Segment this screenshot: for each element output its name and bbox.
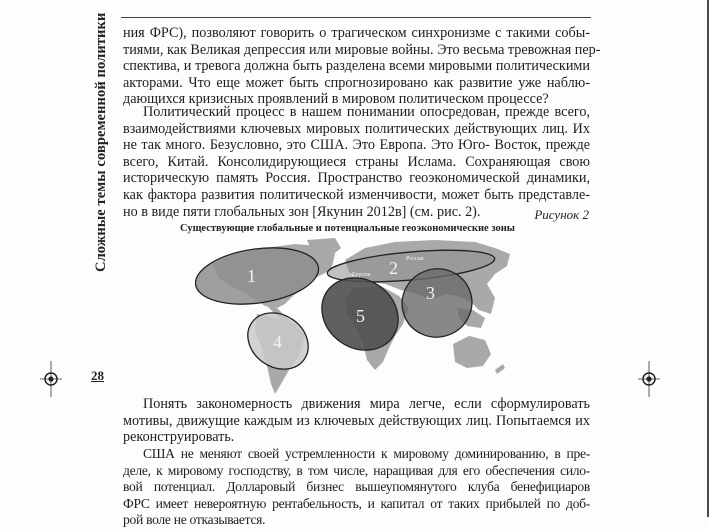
text-line: тиями, как Великая депрессия или мировые войны. Это весьма тревожная пер-	[123, 41, 601, 58]
paragraph-motives	[123, 396, 590, 446]
zone-number: 3	[426, 283, 435, 303]
running-head: Сложные темы современной политики	[93, 12, 109, 272]
new-zealand-shape	[495, 364, 505, 374]
text-line: США не меняют своей устремленности к мировому доминированию, в пре-	[143, 446, 590, 461]
header-rule	[121, 17, 591, 18]
figure-title: Существующие глобальные и потенциальные геоэкономические зоны	[180, 223, 515, 234]
world-map-figure	[195, 236, 525, 396]
page-number: 28	[91, 368, 104, 383]
text-line: ФРС имеет невероятную рентабельность, и капитал от таких прибылей по доб-	[123, 495, 590, 511]
text-line: Понять закономерность движения мира легче, если сформулировать	[143, 396, 590, 412]
text-line: не так много. Безусловно, это США. Это Европа. Это Юго- Восток, прежде	[123, 137, 590, 154]
paragraph-continuation	[123, 25, 601, 108]
text-line: дающихся кризисных проявлений в мировом политическом процессе?	[123, 91, 549, 108]
figure-label: Рисунок 2	[534, 207, 589, 222]
text-line: взаимодействиями ключевых мировых политических действующих лиц. Их	[123, 120, 590, 137]
map-label-russia: Россия	[406, 256, 424, 262]
text-line: мотивы, движущие каждым из ключевых действующих лиц. Попытаемся их	[123, 412, 590, 429]
text-line: как фактора развития политической изменчивости, может быть представле-	[123, 186, 590, 203]
text-line: ния ФРС), позволяют говорить о трагическом синхронизме с такими собы-	[123, 25, 590, 41]
zone-number: 2	[389, 258, 398, 278]
text-line: всего, Китай. Консолидирующиеся страны Ислама. Сохраняющая свою	[123, 153, 590, 170]
zone-4	[237, 301, 319, 380]
australia-shape	[453, 336, 491, 368]
text-line: спектива, и тревога должна быть разделена всеми мировыми политическими	[123, 58, 590, 75]
zone-number: 1	[247, 266, 256, 286]
zone-number: 5	[356, 306, 365, 326]
registration-mark-right-icon	[634, 361, 664, 397]
text-line: акторами. Что еще может быть спрогнозировано как развитие уже наблю-	[123, 74, 590, 91]
text-line: вой потенциал. Долларовый бизнес вышеупомянутого клуба бенефициаров	[123, 479, 590, 495]
text-line: рой воле не отказывается.	[123, 512, 266, 528]
zone-number: 4	[273, 332, 282, 352]
text-line: Политический процесс в нашем понимании опосредован, прежде всего,	[143, 104, 590, 120]
text-line: но в виде пяти глобальных зон [Якунин 2012в] (см. рис. 2).	[123, 203, 481, 220]
text-line: историческую память Россия. Пространство геоэкономической динамики,	[123, 170, 590, 187]
text-line: деле, к мировому господству, в том числе, наращивая для его обеспечения сило-	[123, 462, 590, 478]
map-label-europe: Европа	[352, 272, 371, 278]
registration-mark-left-icon	[36, 361, 66, 397]
paragraph-political-process	[123, 104, 590, 220]
text-line: реконструировать.	[123, 429, 235, 446]
